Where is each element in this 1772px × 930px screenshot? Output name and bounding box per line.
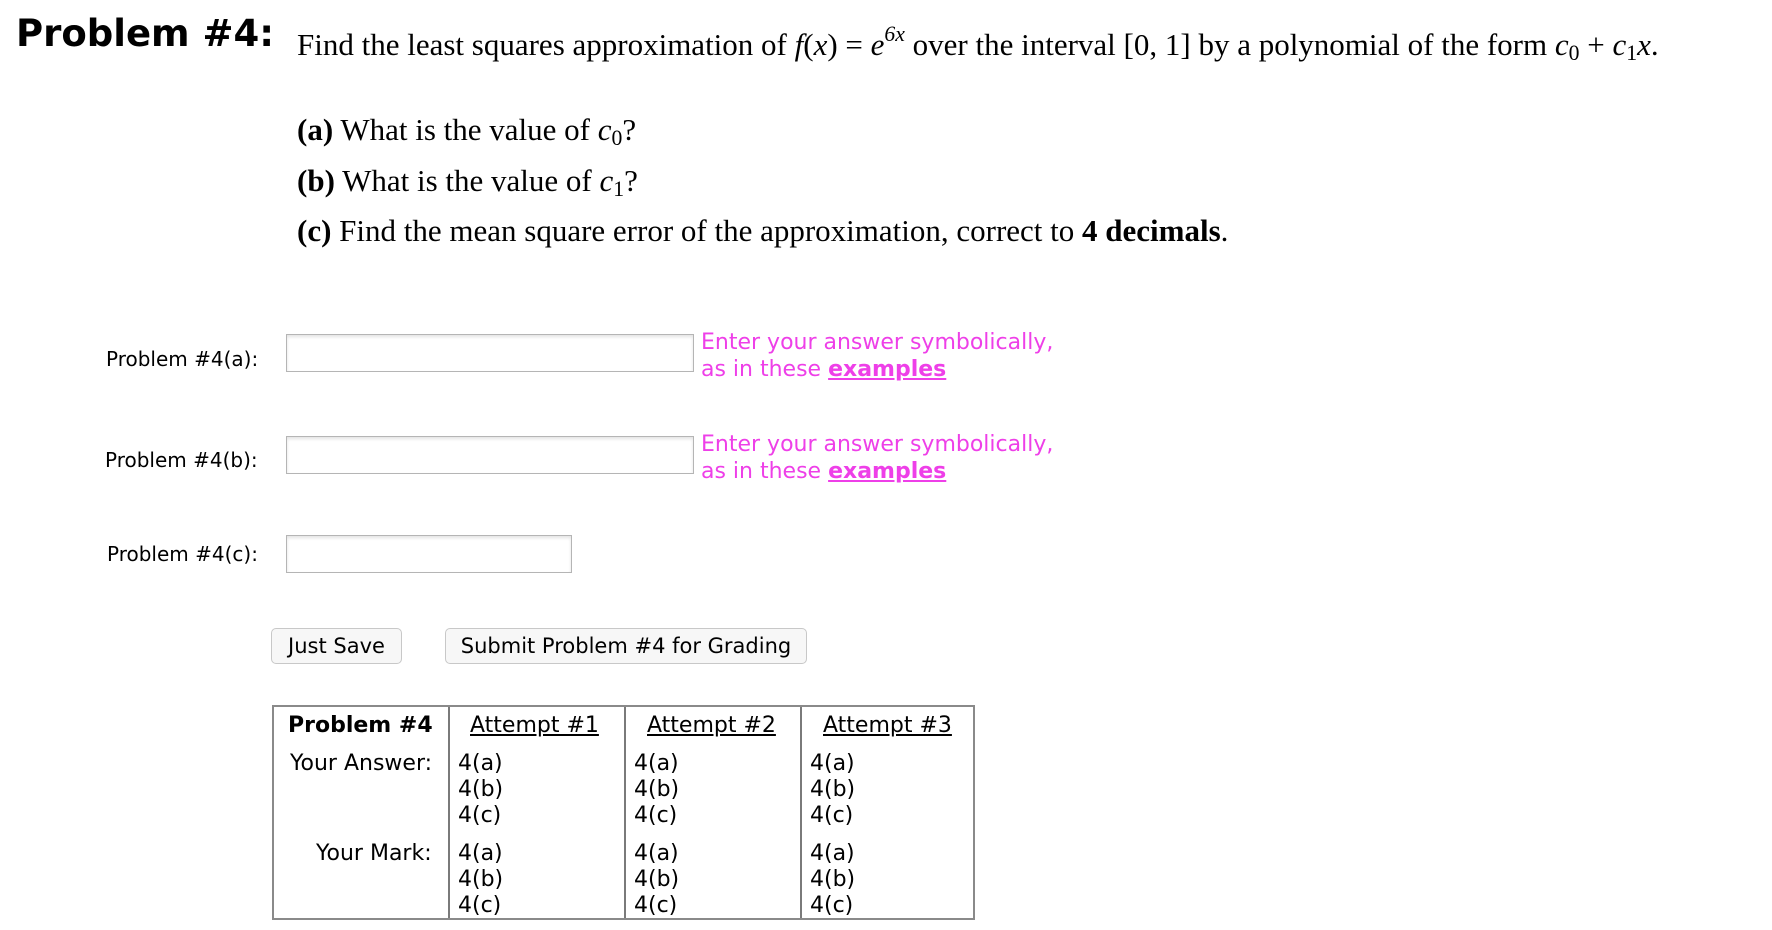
attempt-3-answers: 4(a) 4(b) 4(c) [810, 751, 856, 828]
answer-a-input[interactable] [286, 334, 694, 372]
attempt-3-marks: 4(a) 4(b) 4(c) [810, 841, 856, 918]
attempt-2-header[interactable]: Attempt #2 [647, 713, 776, 738]
examples-link-b[interactable]: examples [828, 459, 947, 484]
your-answer-label: Your Answer: [290, 751, 433, 776]
submit-grading-button[interactable]: Submit Problem #4 for Grading [445, 628, 807, 664]
table-divider [624, 707, 626, 918]
part-b-question: (b) What is the value of $c_1$? [297, 163, 638, 201]
table-divider [800, 707, 802, 918]
attempt-1-marks: 4(a) 4(b) 4(c) [458, 841, 504, 918]
answer-a-hint: Enter your answer symbolically, as in these examples [701, 330, 1054, 382]
answer-a-label: Problem #4(a): [106, 347, 259, 371]
answer-b-input[interactable] [286, 436, 694, 474]
answer-c-input[interactable] [286, 535, 572, 573]
part-c-question: (c) Find the mean square error of the approximation, correct to 4 decimals. [297, 213, 1229, 248]
just-save-button[interactable]: Just Save [271, 628, 402, 664]
answer-b-label: Problem #4(b): [105, 448, 258, 472]
table-corner-header: Problem #4 [288, 713, 433, 738]
attempt-2-marks: 4(a) 4(b) 4(c) [634, 841, 680, 918]
attempts-table [272, 705, 975, 920]
attempt-1-header[interactable]: Attempt #1 [470, 713, 599, 738]
attempt-2-answers: 4(a) 4(b) 4(c) [634, 751, 680, 828]
table-divider [448, 707, 450, 918]
attempt-3-header[interactable]: Attempt #3 [823, 713, 952, 738]
problem-heading: Problem #4: [16, 12, 275, 55]
your-mark-label: Your Mark: [316, 841, 432, 866]
problem-statement: Find the least squares approximation of $f(x) = e^{6x}$ over the interval [0, 1] by a polynomial of the form $c_0 + c_1x$. [297, 22, 1659, 65]
answer-c-label: Problem #4(c): [107, 542, 258, 566]
attempt-1-answers: 4(a) 4(b) 4(c) [458, 751, 504, 828]
answer-b-hint: Enter your answer symbolically, as in these examples [701, 432, 1054, 484]
examples-link-a[interactable]: examples [828, 357, 947, 382]
part-a-question: (a) What is the value of $c_0$? [297, 112, 637, 150]
